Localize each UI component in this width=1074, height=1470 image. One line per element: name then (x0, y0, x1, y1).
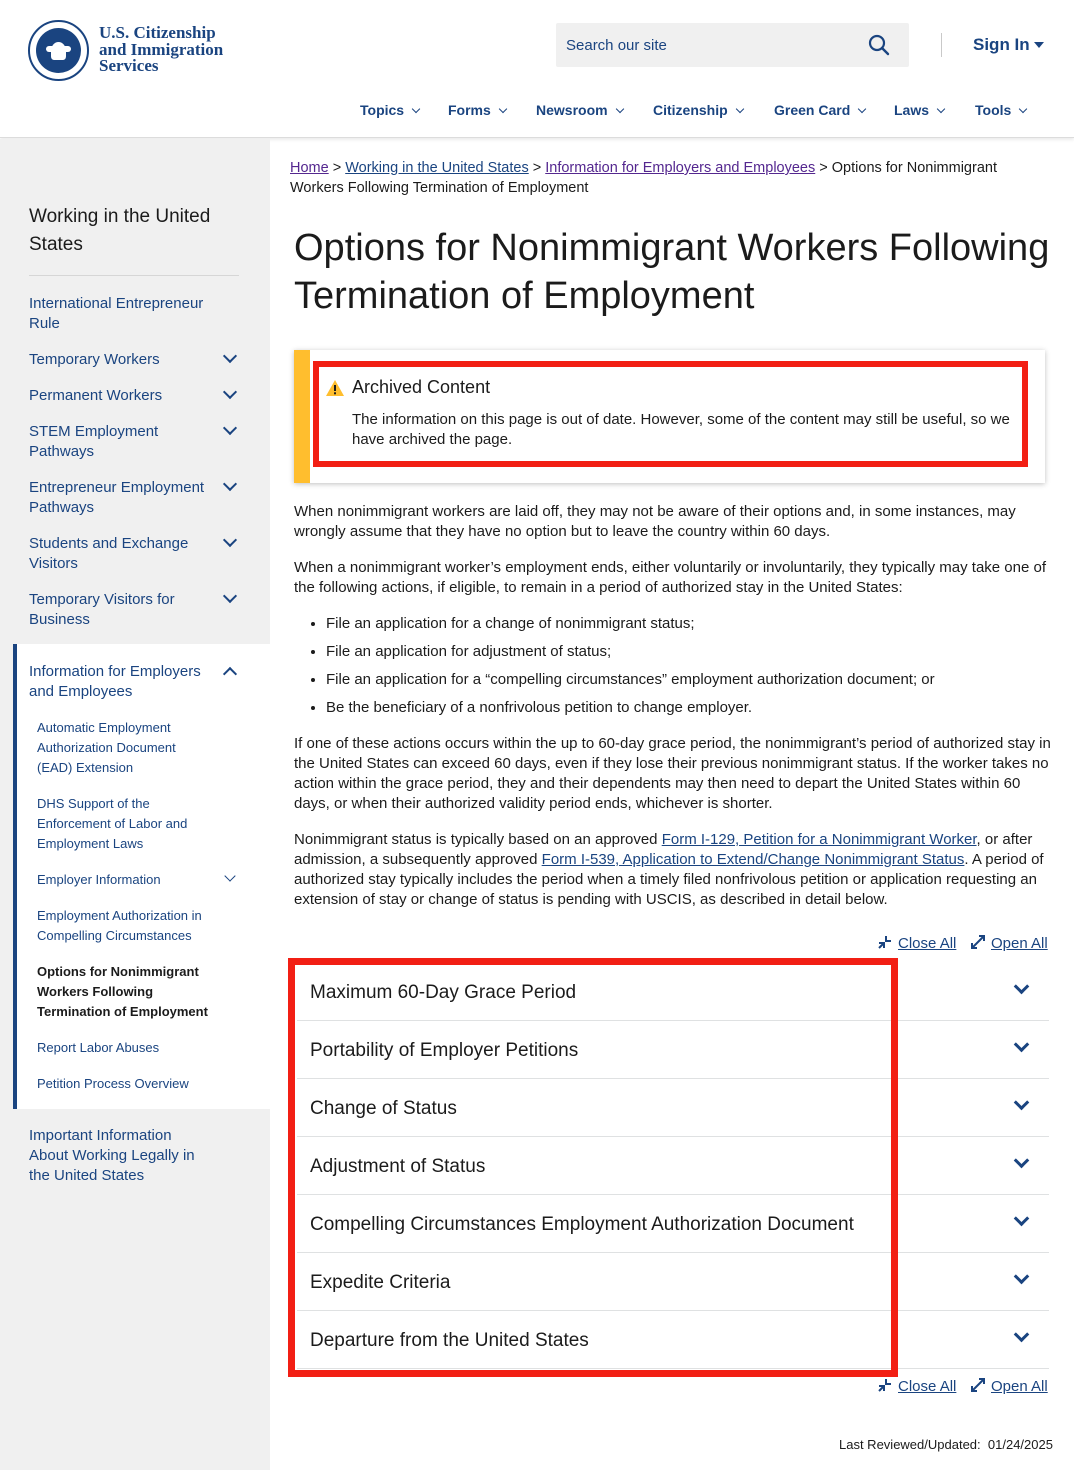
expand-icon (971, 935, 985, 949)
chevron-down-icon (1014, 1327, 1030, 1343)
chevron-down-icon[interactable] (223, 349, 237, 363)
sidebar-item-students[interactable]: Students and Exchange Visitors (29, 535, 189, 572)
nav-tools[interactable] (975, 102, 1026, 118)
sidebar-title[interactable]: Working in the United States (29, 206, 211, 255)
paragraph-text: , or after admission, a subsequently approved (294, 831, 1033, 868)
close-all-button-bottom[interactable] (878, 1378, 956, 1395)
accordion-label: Compelling Circumstances Employment Authorization Document (310, 1214, 854, 1235)
alert-text: The information on this page is out of date. However, some of the content may still be useful, so we have archived the page. (352, 411, 1010, 448)
nav-forms[interactable] (448, 102, 506, 118)
sign-in-button[interactable]: Sign In (973, 35, 1030, 54)
sidebar-item-temporary-workers[interactable]: Temporary Workers (29, 351, 160, 368)
chevron-down-icon[interactable] (223, 477, 237, 491)
sidebar-item-employers-employees[interactable]: Information for Employers and Employees (29, 663, 201, 700)
logo-line: Services (99, 56, 159, 75)
breadcrumb-separator: > (532, 160, 542, 176)
alert-title: Archived Content (352, 377, 491, 397)
chevron-down-icon (1014, 1037, 1030, 1053)
breadcrumb-separator: > (332, 160, 342, 176)
sidebar-item-stem[interactable]: STEM Employment Pathways (29, 423, 159, 460)
nav-label: Citizenship (653, 102, 728, 118)
breadcrumb-home-link[interactable]: Home (290, 160, 329, 176)
sidebar-subitem-compelling-circumstances[interactable]: Employment Authorization in Compelling Circumstances (37, 908, 202, 943)
accordion-label: Departure from the United States (310, 1330, 589, 1351)
sidebar-subitem-report-labor-abuses[interactable]: Report Labor Abuses (37, 1040, 160, 1055)
highlight-box-accordion (288, 958, 898, 1377)
nav-green-card[interactable] (774, 102, 865, 118)
chevron-down-icon[interactable] (223, 421, 237, 435)
options-list (294, 614, 1054, 718)
breadcrumb-working-link[interactable]: Working in the United States (345, 160, 529, 176)
search-icon[interactable] (868, 34, 890, 56)
open-all-button[interactable] (971, 935, 1048, 952)
sidebar-item-temporary-visitors[interactable]: Temporary Visitors for Business (29, 591, 175, 628)
search-box (556, 23, 909, 67)
sidebar-item-international-entrepreneur[interactable]: International Entrepreneur Rule (29, 295, 204, 332)
last-reviewed-label: Last Reviewed/Updated: (839, 1437, 981, 1452)
page-title: Options for Nonimmigrant Workers Following Termination of Employment (294, 227, 1050, 317)
list-item: • File an application for a change of nonimmigrant status; (326, 614, 1054, 634)
dhs-seal-icon[interactable] (28, 20, 89, 81)
nav-newsroom[interactable] (536, 102, 623, 118)
chevron-down-icon (499, 105, 507, 113)
site-header (0, 0, 1074, 138)
header-divider (941, 33, 942, 57)
nav-citizenship[interactable] (653, 102, 743, 118)
open-all-button-bottom[interactable] (971, 1378, 1048, 1395)
nav-laws[interactable] (894, 102, 944, 118)
sidebar-subitem-ead-extension[interactable]: Automatic Employment Authorization Document (EAD) Extension (37, 720, 176, 775)
form-i539-link[interactable]: Form I-539, Application to Extend/Change Nonimmigrant Status (541, 851, 965, 868)
breadcrumb-employers-link[interactable]: Information for Employers and Employees (545, 160, 816, 176)
collapse-icon (878, 935, 892, 949)
chevron-down-icon (937, 105, 945, 113)
main-content (294, 502, 1054, 926)
sidebar-subitem-petition-process[interactable]: Petition Process Overview (37, 1076, 189, 1091)
highlight-box-alert (313, 361, 1028, 467)
sidebar-subitem-current-page[interactable]: Options for Nonimmigrant Workers Following Termination of Employment (37, 964, 208, 1019)
list-item: • Be the beneficiary of a nonfrivolous petition to change employer. (326, 698, 1054, 718)
sidebar-divider (29, 275, 239, 276)
open-all-label: Open All (991, 1378, 1048, 1395)
nav-topics[interactable] (360, 102, 419, 118)
nav-label: Tools (975, 102, 1012, 118)
collapse-icon (878, 1378, 892, 1392)
chevron-down-icon (615, 105, 623, 113)
sidebar-item-working-legally[interactable]: Important Information About Working Legally in the United States (29, 1127, 195, 1184)
list-item: • File an application for a “compelling circumstances” employment authorization document; or (326, 670, 1054, 690)
nav-label: Laws (894, 102, 930, 118)
paragraph-text: . A period of authorized stay typically includes the period when a timely filed nonfrivolous petition or application requesting an extension of stay or change of status is pending with USCIS, as described in detail below. (294, 851, 1044, 908)
chevron-down-icon (412, 105, 420, 113)
list-item: • File an application for adjustment of status; (326, 642, 1054, 662)
accordion-label: Change of Status (310, 1098, 457, 1119)
accordion-label: Portability of Employer Petitions (310, 1040, 579, 1061)
chevron-down-icon[interactable] (223, 533, 237, 547)
logo-line: and Immigration (99, 39, 224, 59)
accordion-label: Maximum 60-Day Grace Period (310, 982, 577, 1003)
paragraph (294, 830, 1054, 910)
sidebar (0, 139, 270, 1470)
expand-icon (971, 1378, 985, 1392)
nav-label: Forms (448, 102, 491, 118)
caret-down-icon[interactable] (1034, 42, 1044, 48)
sidebar-item-entrepreneur-pathways[interactable]: Entrepreneur Employment Pathways (29, 479, 205, 516)
main-nav (0, 102, 1074, 124)
chevron-down-icon[interactable] (223, 385, 237, 399)
breadcrumb-current: Options for Nonimmigrant Workers Following Termination of Employment (290, 160, 997, 196)
close-all-button[interactable] (878, 935, 956, 952)
close-all-label: Close All (898, 935, 957, 952)
chevron-down-icon[interactable] (223, 589, 237, 603)
close-all-label: Close All (898, 1378, 957, 1395)
sidebar-subitem-employer-information[interactable]: Employer Information (37, 872, 161, 887)
chevron-down-icon (1014, 1153, 1030, 1169)
logo-line: U.S. Citizenship (99, 23, 216, 42)
chevron-down-icon (1014, 1095, 1030, 1111)
sidebar-subitem-dhs-support[interactable]: DHS Support of the Enforcement of Labor and Employment Laws (37, 796, 188, 851)
nav-label: Newsroom (536, 102, 608, 118)
chevron-down-icon (1019, 105, 1027, 113)
site-logo[interactable] (99, 25, 223, 75)
search-input[interactable] (556, 23, 866, 67)
breadcrumb (290, 158, 1050, 198)
paragraph-text: Nonimmigrant status is typically based on an approved (294, 831, 662, 848)
open-all-label: Open All (991, 935, 1048, 952)
chevron-down-icon (735, 105, 743, 113)
chevron-down-icon (1014, 1269, 1030, 1285)
last-reviewed (839, 1437, 1053, 1452)
paragraph: When nonimmigrant workers are laid off, they may not be aware of their options and, in some instances, may wrongly assume that they have no option but to leave the country within 60 days. (294, 503, 1016, 540)
breadcrumb-separator: > (819, 160, 828, 176)
form-i129-link[interactable]: Form I-129, Petition for a Nonimmigrant Worker (661, 831, 977, 848)
last-reviewed-date: 01/24/2025 (987, 1437, 1053, 1452)
chevron-down-icon (1014, 1211, 1030, 1227)
sidebar-active-indicator (13, 644, 17, 1109)
chevron-down-icon (1014, 979, 1030, 995)
nav-label: Topics (360, 102, 405, 118)
paragraph: When a nonimmigrant worker’s employment ends, either voluntarily or involuntarily, they typically may take one of the following actions, if eligible, to remain in a period of authorized stay in the United States: (294, 559, 1047, 596)
accordion-label: Adjustment of Status (310, 1156, 486, 1177)
accordion-label: Expedite Criteria (310, 1272, 451, 1293)
paragraph: If one of these actions occurs within the up to 60-day grace period, the nonimmigrant’s period of authorized stay in the United States can exceed 60 days, even if they lose their previous nonimmigrant status. If the worker takes no action within the grace period, they and their dependents may then need to depart the United States within 60 days, or when their authorized validity period ends, whichever is shorter. (294, 735, 1051, 812)
chevron-down-icon (858, 105, 866, 113)
nav-label: Green Card (774, 102, 851, 118)
sidebar-item-permanent-workers[interactable]: Permanent Workers (29, 387, 163, 404)
